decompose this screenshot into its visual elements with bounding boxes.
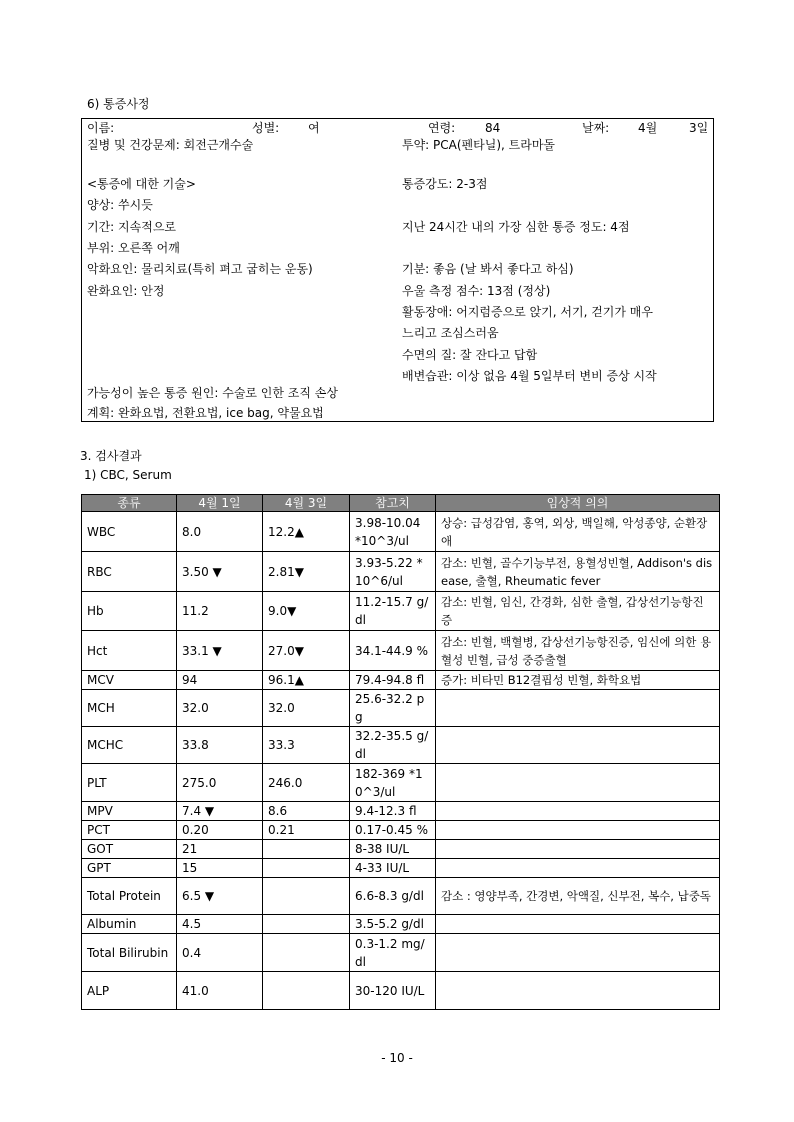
value-apr1-cell: 0.4 xyxy=(177,934,263,972)
reference-range-cell: 0.3-1.2 mg/dl xyxy=(350,934,436,972)
value-apr1-cell: 7.4 ▼ xyxy=(177,802,263,821)
pain-duration-text: 기간: 지속적으로 xyxy=(87,220,177,234)
care-plan-text: 계획: 완화요법, 전환요법, ice bag, 약물요법 xyxy=(87,406,324,420)
test-name-cell: WBC xyxy=(82,512,177,552)
table-row xyxy=(82,859,720,878)
value-apr3-cell: 9.0▼ xyxy=(263,592,350,631)
clinical-significance-cell xyxy=(436,840,720,859)
column-header: 임상적 의의 xyxy=(436,495,720,512)
table-header-row xyxy=(82,495,720,512)
clinical-significance-cell xyxy=(436,934,720,972)
activity-impairment-text: 활동장애: 어지럼증으로 앉기, 서기, 걷기가 매우 xyxy=(402,305,653,319)
reference-range-cell: 4-33 IU/L xyxy=(350,859,436,878)
value-apr1-cell: 94 xyxy=(177,671,263,690)
table-row xyxy=(82,552,720,592)
value-apr3-cell: 12.2▲ xyxy=(263,512,350,552)
value-apr1-cell: 4.5 xyxy=(177,915,263,934)
table-row xyxy=(82,878,720,915)
value-apr3-cell: 2.81▼ xyxy=(263,552,350,592)
value-apr3-cell: 246.0 xyxy=(263,764,350,802)
table-row xyxy=(82,671,720,690)
reference-range-cell: 79.4-94.8 fl xyxy=(350,671,436,690)
test-name-cell: RBC xyxy=(82,552,177,592)
clinical-significance-cell xyxy=(436,764,720,802)
depression-score-text: 우울 측정 점수: 13점 (정상) xyxy=(402,284,551,298)
relieving-factor-text: 완화요인: 안정 xyxy=(87,284,165,298)
table-row xyxy=(82,915,720,934)
table-row xyxy=(82,934,720,972)
bowel-habit-text: 배변습관: 이상 없음 4월 5일부터 변비 증상 시작 xyxy=(402,369,657,383)
test-name-cell: Hct xyxy=(82,631,177,671)
value-apr3-cell: 8.6 xyxy=(263,802,350,821)
clinical-significance-cell xyxy=(436,727,720,764)
date-label: 날짜: xyxy=(582,121,610,135)
clinical-significance-cell: 증가: 비타민 B12결핍성 빈혈, 화학요법 xyxy=(436,671,720,690)
clinical-significance-cell: 감소 : 영양부족, 간경변, 악액질, 신부전, 복수, 납중독 xyxy=(436,878,720,915)
value-apr1-cell: 41.0 xyxy=(177,972,263,1010)
sex-value: 여 xyxy=(308,121,320,135)
subsection-heading-cbc: 1) CBC, Serum xyxy=(84,468,172,482)
value-apr3-cell xyxy=(263,972,350,1010)
test-name-cell: Hb xyxy=(82,592,177,631)
worst-pain-24h-text: 지난 24시간 내의 가장 심한 통증 정도: 4점 xyxy=(402,220,630,234)
value-apr1-cell: 3.50 ▼ xyxy=(177,552,263,592)
value-apr3-cell xyxy=(263,840,350,859)
reference-range-cell: 32.2-35.5 g/dl xyxy=(350,727,436,764)
value-apr3-cell xyxy=(263,934,350,972)
pain-description-heading: <통증에 대한 기술> xyxy=(87,177,196,191)
value-apr1-cell: 21 xyxy=(177,840,263,859)
section-heading-pain-assessment: 6) 통증사정 xyxy=(87,97,150,111)
clinical-significance-cell: 상승: 급성감염, 홍역, 외상, 백일해, 악성종양, 순환장애 xyxy=(436,512,720,552)
reference-range-cell: 30-120 IU/L xyxy=(350,972,436,1010)
date-month: 4월 xyxy=(638,121,658,135)
test-name-cell: MPV xyxy=(82,802,177,821)
value-apr1-cell: 0.20 xyxy=(177,821,263,840)
table-row xyxy=(82,512,720,552)
table-row xyxy=(82,972,720,1010)
clinical-significance-cell: 감소: 빈혈, 임신, 간경화, 심한 출혈, 갑상선기능항진증 xyxy=(436,592,720,631)
cbc-serum-table xyxy=(81,494,720,1010)
sleep-quality-text: 수면의 질: 잘 잔다고 답함 xyxy=(402,348,538,362)
column-header: 참고치 xyxy=(350,495,436,512)
table-row xyxy=(82,631,720,671)
clinical-significance-cell xyxy=(436,821,720,840)
reference-range-cell: 0.17-0.45 % xyxy=(350,821,436,840)
reference-range-cell: 6.6-8.3 g/dl xyxy=(350,878,436,915)
table-row xyxy=(82,821,720,840)
pain-assessment-box xyxy=(81,118,714,422)
reference-range-cell: 11.2-15.7 g/dl xyxy=(350,592,436,631)
table-row xyxy=(82,802,720,821)
value-apr3-cell: 0.21 xyxy=(263,821,350,840)
clinical-significance-cell xyxy=(436,859,720,878)
table-row xyxy=(82,690,720,727)
reference-range-cell: 3.5-5.2 g/dl xyxy=(350,915,436,934)
reference-range-cell: 34.1-44.9 % xyxy=(350,631,436,671)
column-header: 4월 1일 xyxy=(177,495,263,512)
value-apr1-cell: 6.5 ▼ xyxy=(177,878,263,915)
table-row xyxy=(82,727,720,764)
reference-range-cell: 182-369 *10^3/ul xyxy=(350,764,436,802)
activity-impairment-text-cont: 느리고 조심스러움 xyxy=(402,326,499,340)
table-row xyxy=(82,764,720,802)
age-label: 연령: xyxy=(428,121,456,135)
value-apr3-cell: 96.1▲ xyxy=(263,671,350,690)
value-apr3-cell xyxy=(263,859,350,878)
test-name-cell: Albumin xyxy=(82,915,177,934)
section-heading-test-results: 3. 검사결과 xyxy=(80,449,142,463)
pain-quality-text: 양상: 쑤시듯 xyxy=(87,198,153,212)
clinical-significance-cell: 감소: 빈혈, 백혈병, 갑상선기능항진증, 임신에 의한 용혈성 빈혈, 급성 중증출혈 xyxy=(436,631,720,671)
value-apr3-cell: 27.0▼ xyxy=(263,631,350,671)
age-value: 84 xyxy=(485,121,501,135)
medication-text: 투약: PCA(펜타닐), 트라마돌 xyxy=(402,138,556,152)
test-name-cell: GOT xyxy=(82,840,177,859)
reference-range-cell: 25.6-32.2 pg xyxy=(350,690,436,727)
value-apr1-cell: 33.8 xyxy=(177,727,263,764)
aggravating-factor-text: 악화요인: 물리치료(특히 펴고 굽히는 운동) xyxy=(87,262,313,276)
clinical-significance-cell xyxy=(436,802,720,821)
pain-location-text: 부위: 오른쪽 어깨 xyxy=(87,241,180,255)
value-apr1-cell: 33.1 ▼ xyxy=(177,631,263,671)
test-name-cell: MCV xyxy=(82,671,177,690)
test-name-cell: GPT xyxy=(82,859,177,878)
reference-range-cell: 3.98-10.04 *10^3/ul xyxy=(350,512,436,552)
reference-range-cell: 8-38 IU/L xyxy=(350,840,436,859)
value-apr1-cell: 8.0 xyxy=(177,512,263,552)
value-apr1-cell: 15 xyxy=(177,859,263,878)
test-name-cell: Total Protein xyxy=(82,878,177,915)
reference-range-cell: 3.93-5.22 *10^6/ul xyxy=(350,552,436,592)
value-apr1-cell: 32.0 xyxy=(177,690,263,727)
value-apr3-cell: 32.0 xyxy=(263,690,350,727)
pain-intensity-text: 통증강도: 2-3점 xyxy=(402,177,488,191)
clinical-significance-cell xyxy=(436,915,720,934)
value-apr3-cell: 33.3 xyxy=(263,727,350,764)
test-name-cell: MCH xyxy=(82,690,177,727)
date-day: 3일 xyxy=(689,121,709,135)
reference-range-cell: 9.4-12.3 fl xyxy=(350,802,436,821)
value-apr1-cell: 275.0 xyxy=(177,764,263,802)
test-name-cell: PCT xyxy=(82,821,177,840)
table-row xyxy=(82,840,720,859)
sex-label: 성별: xyxy=(252,121,280,135)
illness-text: 질병 및 건강문제: 회전근개수술 xyxy=(87,138,254,152)
table-row xyxy=(82,592,720,631)
page-number: - 10 - xyxy=(381,1051,413,1065)
pain-cause-text: 가능성이 높은 통증 원인: 수술로 인한 조직 손상 xyxy=(87,386,338,400)
clinical-significance-cell: 감소: 빈혈, 골수기능부전, 용혈성빈혈, Addison's disease, 출혈, Rheumatic fever xyxy=(436,552,720,592)
clinical-significance-cell xyxy=(436,690,720,727)
test-name-cell: PLT xyxy=(82,764,177,802)
column-header: 4월 3일 xyxy=(263,495,350,512)
clinical-significance-cell xyxy=(436,972,720,1010)
mood-text: 기분: 좋음 (날 봐서 좋다고 하심) xyxy=(402,262,574,276)
name-label: 이름: xyxy=(87,121,115,135)
test-name-cell: Total Bilirubin xyxy=(82,934,177,972)
test-name-cell: MCHC xyxy=(82,727,177,764)
value-apr3-cell xyxy=(263,878,350,915)
column-header: 종류 xyxy=(82,495,177,512)
value-apr3-cell xyxy=(263,915,350,934)
test-name-cell: ALP xyxy=(82,972,177,1010)
value-apr1-cell: 11.2 xyxy=(177,592,263,631)
